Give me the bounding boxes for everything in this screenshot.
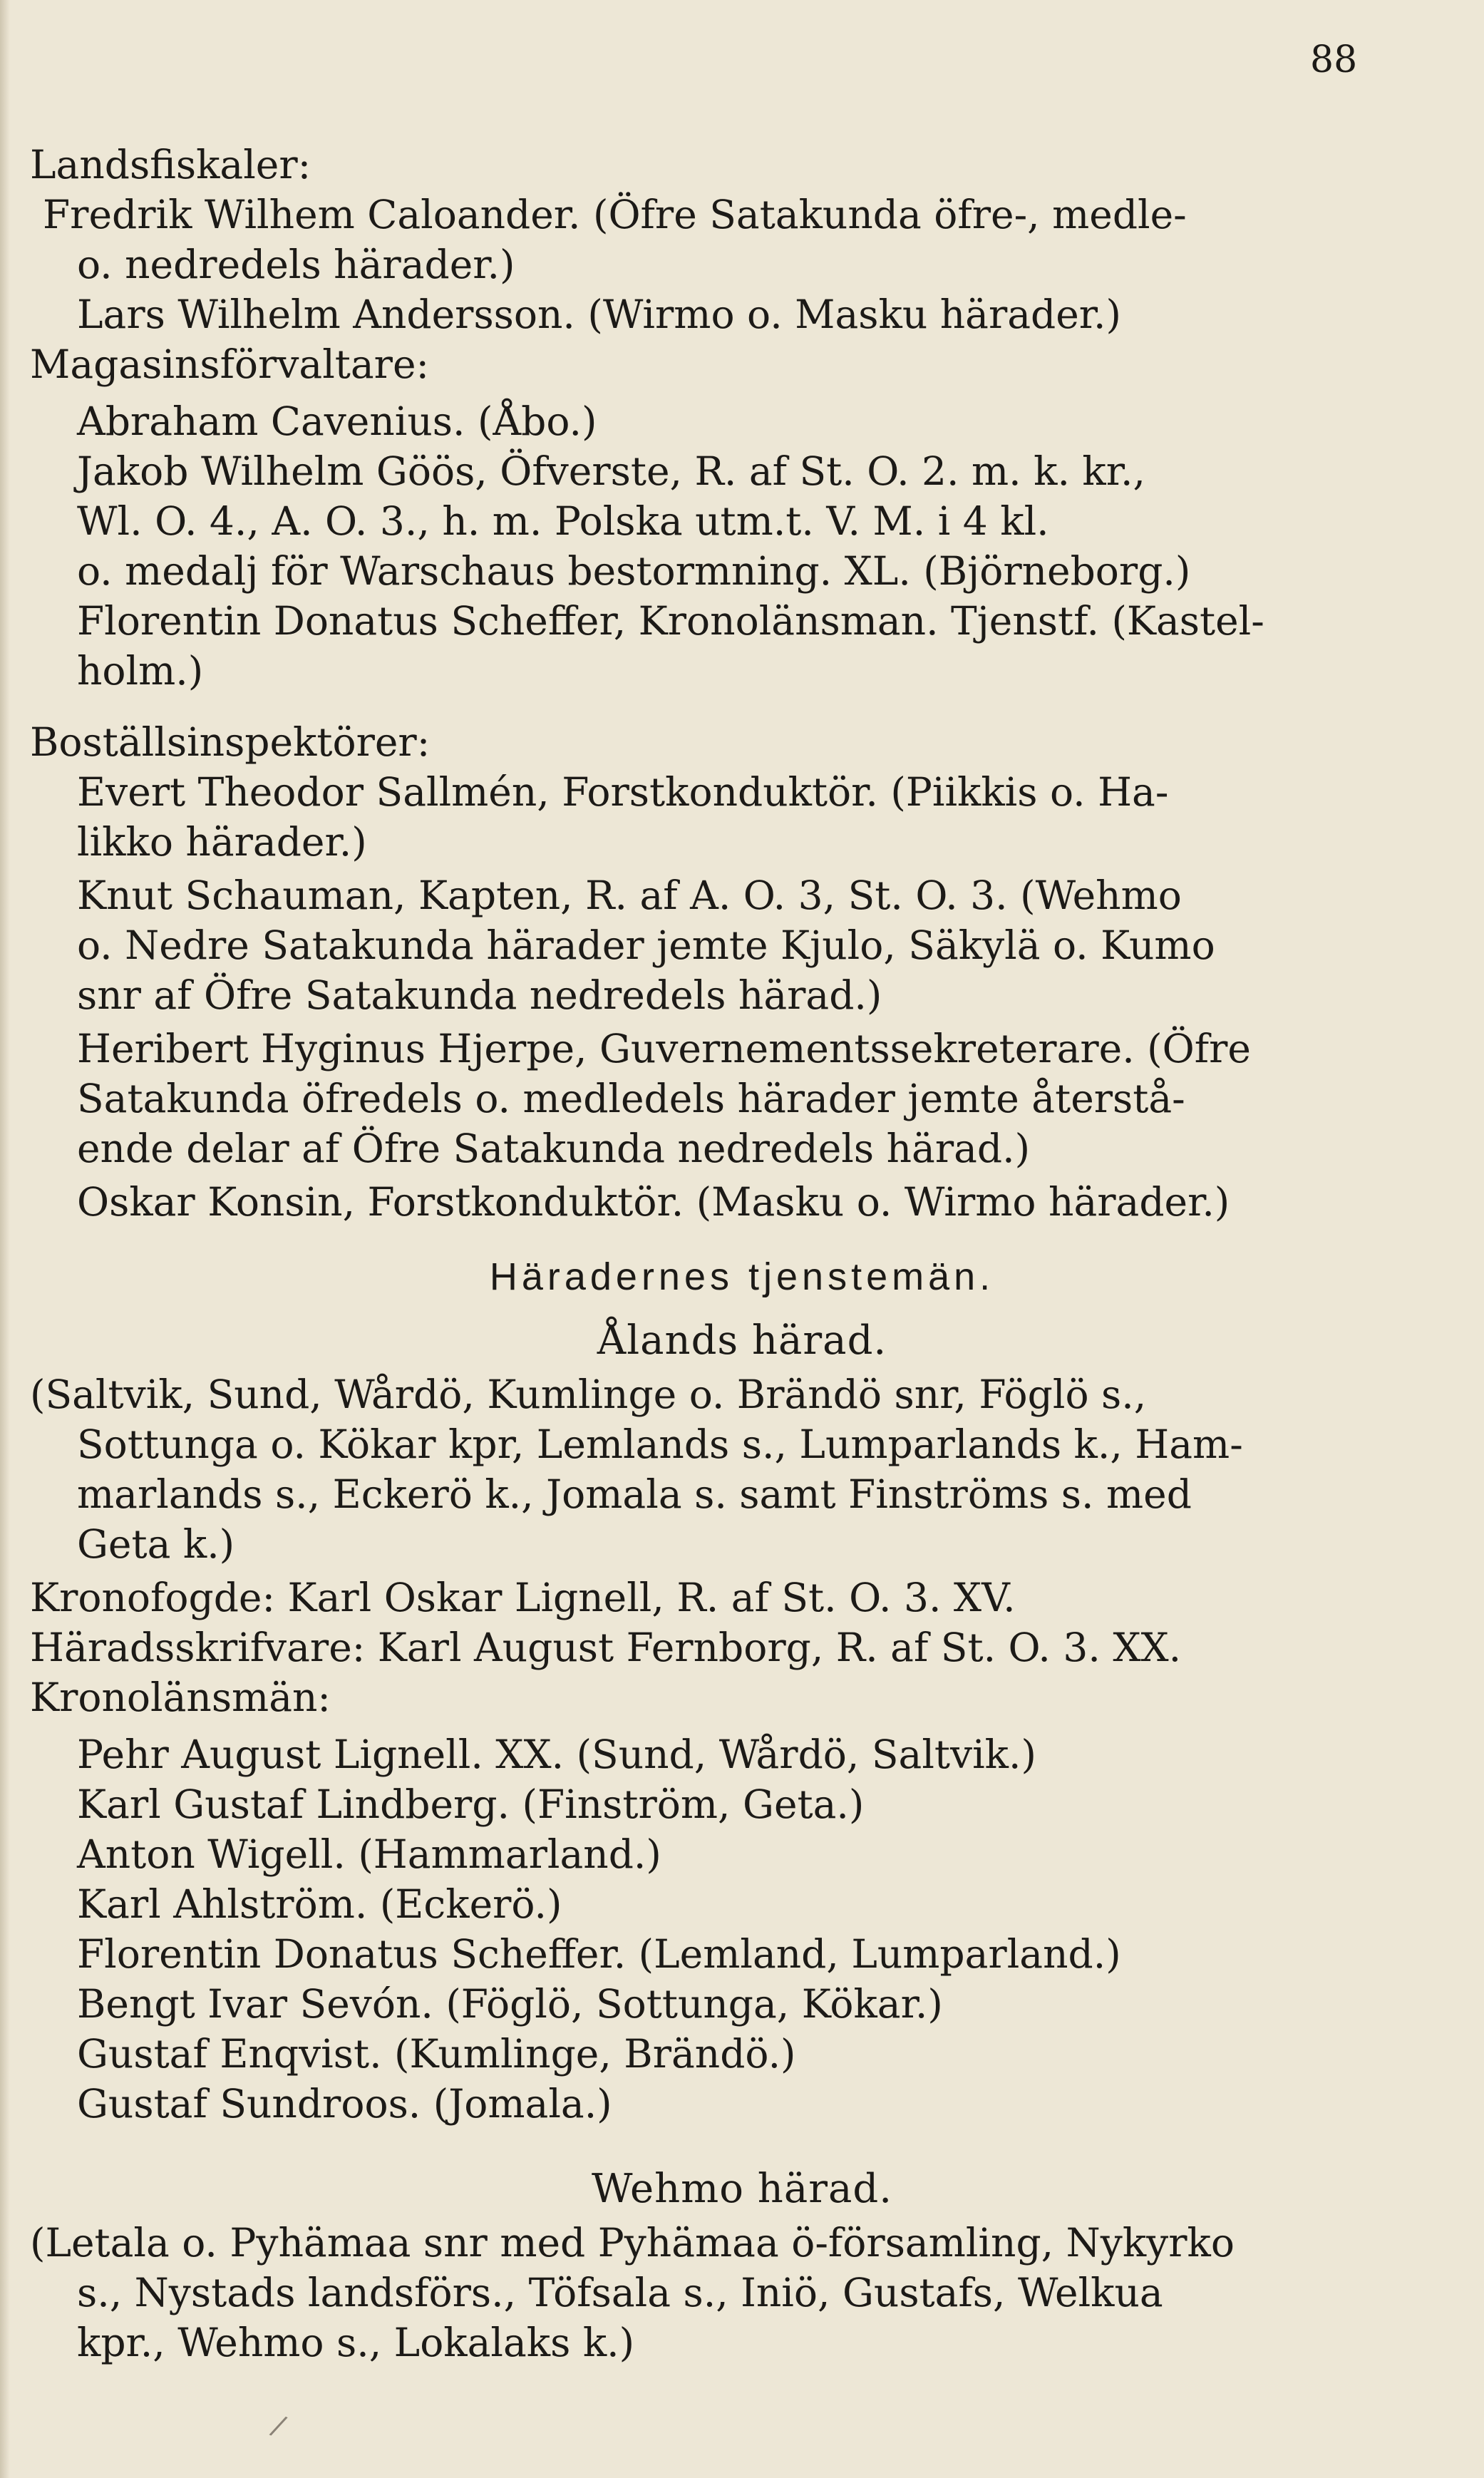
alands-parishes-line-1: (Saltvik, Sund, Wårdö, Kumlinge o. Brändö snr, Föglö s., xyxy=(30,1372,1147,1417)
entry-hjerpe-line-3: ende delar af Öfre Satakunda nedredels härad.) xyxy=(77,1126,1031,1171)
stray-pen-mark: / xyxy=(267,2409,290,2443)
entry-scheffer-line-2: holm.) xyxy=(77,648,204,694)
kronolansman-entry: Pehr August Lignell. XX. (Sund, Wårdö, Saltvik.) xyxy=(77,1732,1036,1777)
heading-alands-harad: Ålands härad. xyxy=(597,1317,887,1364)
entry-sallmen-line-1: Evert Theodor Sallmén, Forstkonduktör. (Piikkis o. Ha- xyxy=(77,769,1169,815)
kronolansman-entry: Karl Ahlström. (Eckerö.) xyxy=(77,1881,562,1927)
alands-parishes-line-2: Sottunga o. Kökar kpr, Lemlands s., Lumparlands k., Ham- xyxy=(77,1421,1243,1467)
kronolansman-entry: Florentin Donatus Scheffer. (Lemland, Lumparland.) xyxy=(77,1931,1121,1977)
entry-caloander-line-1: Fredrik Wilhem Caloander. (Öfre Satakunda öfre-, medle- xyxy=(43,192,1187,237)
entry-caloander-line-2: o. nedredels härader.) xyxy=(77,242,515,287)
wehmo-parishes-line-3: kpr., Wehmo s., Lokalaks k.) xyxy=(77,2320,635,2365)
wehmo-parishes-line-2: s., Nystads landsförs., Töfsala s., Iniö, Gustafs, Welkua xyxy=(77,2270,1163,2315)
alands-parishes-line-4: Geta k.) xyxy=(77,1521,235,1567)
section-heading-landsfiskaler: Landsfiskaler: xyxy=(30,142,311,187)
entry-goos-line-1: Jakob Wilhelm Göös, Öfverste, R. af St. O. 2. m. k. kr., xyxy=(77,448,1145,494)
heading-haradernes-tjensteman: Häradernes tjenstemän. xyxy=(489,1255,995,1298)
alands-parishes-line-3: marlands s., Eckerö k., Jomala s. samt Finströms s. med xyxy=(77,1471,1192,1517)
kronolansman-heading: Kronolänsmän: xyxy=(30,1675,331,1720)
entry-schauman-line-2: o. Nedre Satakunda härader jemte Kjulo, Säkylä o. Kumo xyxy=(77,922,1215,968)
entry-schauman-line-3: snr af Öfre Satakunda nedredels härad.) xyxy=(77,972,882,1018)
section-heading-magasinsforvaltare: Magasinsförvaltare: xyxy=(30,341,430,387)
section-heading-bostallsinspektorer: Boställsinspektörer: xyxy=(30,719,431,765)
entry-sallmen-line-2: likko härader.) xyxy=(77,819,367,865)
kronolansman-entry: Gustaf Enqvist. (Kumlinge, Brändö.) xyxy=(77,2031,796,2077)
kronolansman-entry: Gustaf Sundroos. (Jomala.) xyxy=(77,2081,612,2127)
haradsskrifvare-entry: Häradsskrifvare: Karl August Fernborg, R. af St. O. 3. XX. xyxy=(30,1625,1182,1670)
page-edge-shadow xyxy=(0,0,10,2478)
entry-scheffer-line-1: Florentin Donatus Scheffer, Kronolänsman. Tjenstf. (Kastel- xyxy=(77,598,1264,644)
entry-schauman-line-1: Knut Schauman, Kapten, R. af A. O. 3, St. O. 3. (Wehmo xyxy=(77,873,1182,918)
page-number: 88 xyxy=(1310,38,1358,81)
entry-hjerpe-line-1: Heribert Hyginus Hjerpe, Guvernementssekreterare. (Öfre xyxy=(77,1026,1251,1071)
kronofogde-entry: Kronofogde: Karl Oskar Lignell, R. af St. O. 3. XV. xyxy=(30,1575,1016,1620)
entry-goos-line-3: o. medalj för Warschaus bestormning. XL. (Björneborg.) xyxy=(77,548,1191,594)
kronolansman-entry: Karl Gustaf Lindberg. (Finström, Geta.) xyxy=(77,1782,865,1827)
entry-andersson: Lars Wilhelm Andersson. (Wirmo o. Masku härader.) xyxy=(77,292,1121,337)
heading-wehmo-harad: Wehmo härad. xyxy=(591,2166,893,2212)
kronolansman-entry: Bengt Ivar Sevón. (Föglö, Sottunga, Kökar.) xyxy=(77,1981,943,2027)
entry-goos-line-2: Wl. O. 4., A. O. 3., h. m. Polska utm.t. V. M. i 4 kl. xyxy=(77,498,1049,544)
kronolansman-entry: Anton Wigell. (Hammarland.) xyxy=(77,1831,661,1877)
wehmo-parishes-line-1: (Letala o. Pyhämaa snr med Pyhämaa ö-församling, Nykyrko xyxy=(30,2220,1235,2266)
entry-konsin: Oskar Konsin, Forstkonduktör. (Masku o. Wirmo härader.) xyxy=(77,1179,1230,1225)
entry-hjerpe-line-2: Satakunda öfredels o. medledels härader jemte återstå- xyxy=(77,1076,1185,1121)
entry-cavenius: Abraham Cavenius. (Åbo.) xyxy=(77,399,597,444)
